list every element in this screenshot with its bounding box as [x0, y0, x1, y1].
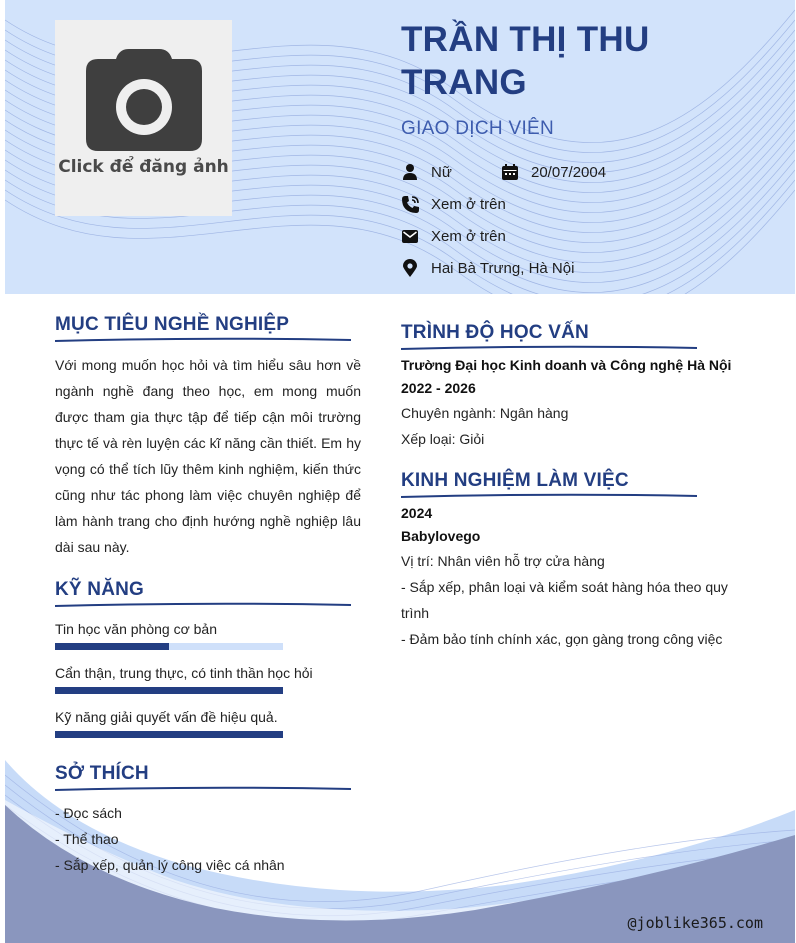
experience-duty: - Sắp xếp, phân loại và kiểm soát hàng hóa theo quy trình	[401, 579, 728, 621]
objective-heading: MỤC TIÊU NGHỀ NGHIỆP	[55, 314, 290, 335]
education-underline	[401, 344, 701, 352]
experience-year: 2024	[401, 505, 433, 521]
education-heading: TRÌNH ĐỘ HỌC VẤN	[401, 322, 589, 343]
skill-bar	[55, 687, 283, 694]
calendar-icon	[501, 163, 519, 181]
skill-bar-fill	[55, 643, 169, 650]
skill-label: Kỹ năng giải quyết vấn đề hiệu quả.	[55, 709, 278, 725]
gender-info	[401, 161, 452, 183]
address-value: Hai Bà Trưng, Hà Nội	[431, 259, 575, 277]
skills-underline	[55, 601, 355, 609]
hobby-item: - Đọc sách	[55, 805, 122, 821]
watermark: @joblike365.com	[627, 914, 763, 932]
photo-upload[interactable]	[55, 20, 232, 216]
objective-text: Với mong muốn học hỏi và tìm hiểu sâu hơn về ngành nghề đang theo học, em mong muốn được tham gia thực tập để tiếp cận môi trường thực tế và rèn luyện các kĩ năng cần thiết. Em hy vọng có thể tích lũy thêm kinh nghiệm, kiến thức cũng như tác phong làm việc chuyên nghiệp để làm hành trang cho định hướng nghề nghiệp lâu dài sau này.	[55, 357, 361, 555]
experience-underline	[401, 492, 701, 500]
skill-label: Cẩn thận, trung thực, có tinh thần học hỏi	[55, 665, 313, 681]
objective-underline	[55, 336, 355, 344]
envelope-icon	[401, 227, 419, 245]
education-major: Chuyên ngành: Ngân hàng	[401, 405, 569, 421]
skill-bar-fill	[55, 687, 283, 694]
header	[5, 0, 795, 294]
experience-heading: KINH NGHIỆM LÀM VIỆC	[401, 470, 629, 491]
email-value: Xem ở trên	[431, 227, 506, 245]
job-title: GIAO DỊCH VIÊN	[401, 118, 555, 139]
full-name: TRẦN THỊ THU TRANG	[401, 20, 650, 102]
birthday-value: 20/07/2004	[531, 163, 607, 181]
education-school: Trường Đại học Kinh doanh và Công nghệ Hà Nội	[401, 357, 732, 373]
skill-bar	[55, 643, 283, 650]
hobby-item: - Thể thao	[55, 831, 119, 847]
phone-icon	[401, 195, 419, 213]
phone-value: Xem ở trên	[431, 195, 506, 213]
experience-position: Vị trí: Nhân viên hỗ trợ cửa hàng	[401, 553, 605, 569]
skills-heading: KỸ NĂNG	[55, 579, 145, 600]
camera-icon	[86, 49, 202, 151]
experience-duty: - Đảm bảo tính chính xác, gọn gàng trong công việc	[401, 631, 723, 647]
hobbies-heading: SỞ THÍCH	[55, 763, 149, 784]
phone-info	[401, 193, 506, 215]
skill-bar	[55, 731, 283, 738]
user-icon	[401, 163, 419, 181]
skill-label: Tin học văn phòng cơ bản	[55, 621, 217, 637]
map-pin-icon	[401, 259, 419, 277]
photo-upload-label: Click để đăng ảnh	[58, 157, 229, 177]
hobby-item: - Sắp xếp, quản lý công việc cá nhân	[55, 857, 285, 873]
education-grade: Xếp loại: Giỏi	[401, 431, 485, 447]
experience-company: Babylovego	[401, 528, 481, 544]
email-info	[401, 225, 506, 247]
hobbies-underline	[55, 785, 355, 793]
skill-bar-fill	[55, 731, 283, 738]
education-years: 2022 - 2026	[401, 380, 476, 396]
birthday-info	[501, 161, 606, 183]
cv-page	[5, 0, 795, 943]
gender-value: Nữ	[431, 163, 452, 181]
address-info	[401, 257, 574, 279]
